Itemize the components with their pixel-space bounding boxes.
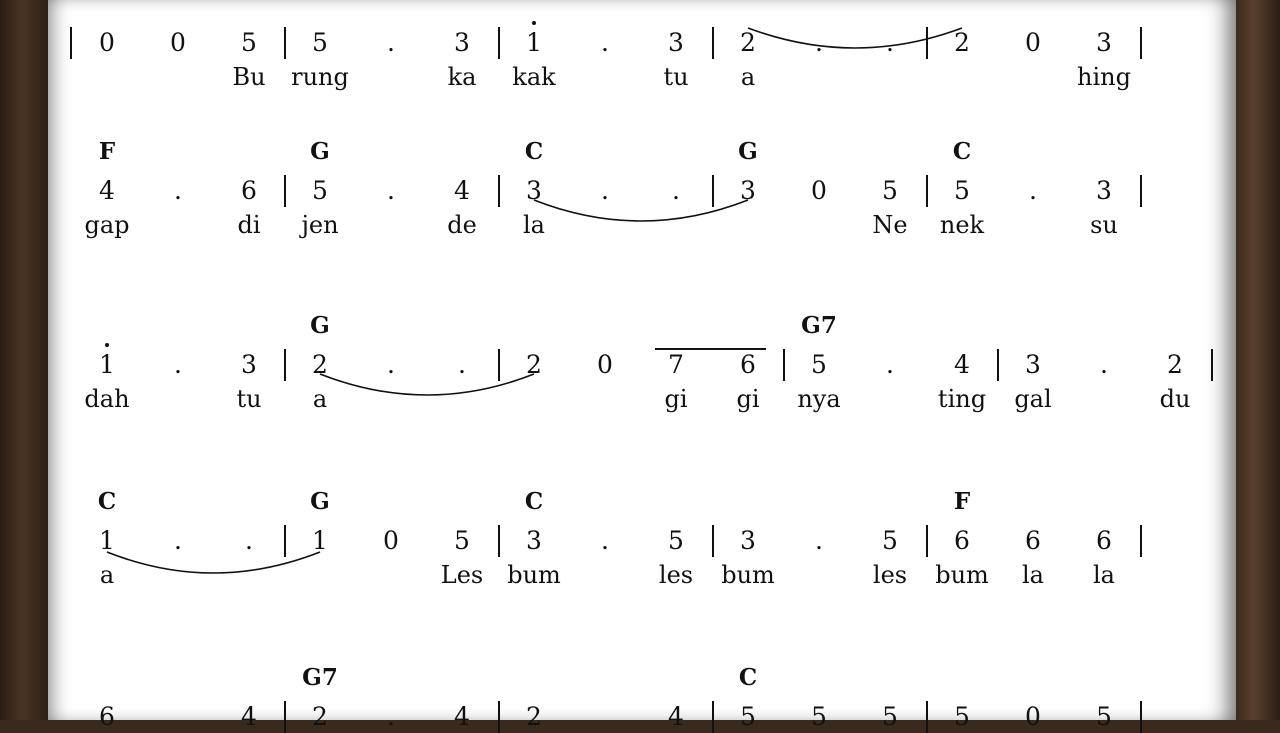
note-number: 6: [1096, 526, 1112, 555]
note-number: 5: [882, 526, 898, 555]
barline: [284, 701, 286, 733]
note-dot: .: [815, 526, 823, 555]
note-number: 6: [740, 350, 756, 379]
lyric-syllable: gi: [664, 385, 688, 413]
lyric-syllable: la: [523, 211, 545, 239]
note-number: 0: [1025, 702, 1041, 731]
note-number: 3: [1096, 176, 1112, 205]
lyric-syllable: nek: [939, 211, 985, 239]
lyric-syllable: la: [1022, 561, 1044, 589]
note-number: 5: [811, 702, 827, 731]
barline: [284, 349, 286, 381]
note-number: 0: [383, 526, 399, 555]
note-number: 3: [1025, 350, 1041, 379]
chord-symbol: G7: [302, 664, 338, 691]
barline: [926, 701, 928, 733]
note-number: 2: [740, 28, 756, 57]
note-dot: .: [174, 176, 182, 205]
chord-symbol: G: [310, 312, 330, 339]
note-number: 0: [811, 176, 827, 205]
note-number: 4: [454, 176, 470, 205]
chord-symbol: F: [953, 488, 971, 515]
note-number: 1: [312, 526, 328, 555]
note-number: 4: [241, 702, 257, 731]
note-number: 2: [312, 350, 328, 379]
barline: [284, 525, 286, 557]
barline: [284, 175, 286, 207]
note-number: 1: [99, 526, 115, 555]
note-number: 6: [954, 526, 970, 555]
lyric-syllable: nya: [797, 385, 841, 413]
note-dot: .: [886, 350, 894, 379]
barline: [498, 525, 500, 557]
picture-frame-right: [1236, 0, 1280, 720]
barline: [926, 27, 928, 59]
note-number: 5: [954, 702, 970, 731]
chord-symbol: G: [310, 488, 330, 515]
note-number: 4: [99, 176, 115, 205]
lyric-syllable: Ne: [872, 211, 908, 239]
note-number: 6: [99, 702, 115, 731]
note-number: 0: [1025, 28, 1041, 57]
lyric-syllable: tu: [663, 63, 689, 91]
note-number: 5: [454, 526, 470, 555]
note-number: 1: [514, 28, 554, 58]
note-number: 0: [99, 28, 115, 57]
note-number: 4: [668, 702, 684, 731]
note-dot: .: [1029, 176, 1037, 205]
note-number: 5: [241, 28, 257, 57]
note-number: 3: [1096, 28, 1112, 57]
chord-symbol: G: [738, 138, 758, 165]
note-number: 5: [312, 176, 328, 205]
lyric-syllable: bum: [935, 561, 989, 589]
chord-symbol: G7: [801, 312, 837, 339]
barline: [997, 349, 999, 381]
chord-symbol: C: [738, 664, 758, 691]
note-number: 5: [312, 28, 328, 57]
lyric-syllable: dah: [84, 385, 130, 413]
note-number: 2: [526, 350, 542, 379]
note-number: 5: [740, 702, 756, 731]
lyric-syllable: les: [658, 561, 694, 589]
lyric-syllable: Les: [440, 561, 484, 589]
sheet-music-page: [48, 0, 1236, 720]
lyric-syllable: les: [872, 561, 908, 589]
barline: [498, 349, 500, 381]
note-number: 1: [87, 350, 127, 380]
note-dot: .: [1100, 350, 1108, 379]
barline: [498, 175, 500, 207]
note-number: 4: [954, 350, 970, 379]
barline: [284, 27, 286, 59]
barline: [712, 525, 714, 557]
note-number: 3: [668, 28, 684, 57]
lyric-syllable: bum: [721, 561, 775, 589]
barline: [70, 27, 72, 59]
note-dot: .: [601, 176, 609, 205]
barline: [926, 175, 928, 207]
note-number: 3: [526, 526, 542, 555]
barline: [498, 27, 500, 59]
lyric-syllable: Bu: [232, 63, 266, 91]
note-dot: .: [387, 28, 395, 57]
chord-symbol: C: [524, 138, 544, 165]
barline: [1140, 175, 1142, 207]
barline: [926, 525, 928, 557]
note-number: 6: [1025, 526, 1041, 555]
lyric-syllable: la: [1093, 561, 1115, 589]
lyric-syllable: ka: [447, 63, 477, 91]
barline: [783, 349, 785, 381]
note-dot: .: [672, 176, 680, 205]
lyric-syllable: de: [447, 211, 477, 239]
note-number: 7: [668, 350, 684, 379]
note-number: 5: [668, 526, 684, 555]
note-number: 3: [740, 176, 756, 205]
chord-symbol: C: [97, 488, 117, 515]
barline: [712, 175, 714, 207]
lyric-syllable: hing: [1077, 63, 1131, 91]
barline: [1140, 525, 1142, 557]
note-number: 2: [312, 702, 328, 731]
lyric-syllable: su: [1090, 211, 1118, 239]
note-number: 2: [1167, 350, 1183, 379]
note-dot: .: [601, 28, 609, 57]
note-number: 3: [241, 350, 257, 379]
picture-frame-left: [0, 0, 48, 720]
note-dot: .: [458, 350, 466, 379]
note-number: 0: [170, 28, 186, 57]
chord-symbol: F: [98, 138, 116, 165]
note-number: 5: [811, 350, 827, 379]
note-number: 2: [954, 28, 970, 57]
note-dot: .: [174, 350, 182, 379]
note-number: 2: [526, 702, 542, 731]
note-dot: .: [174, 526, 182, 555]
note-dot: .: [245, 526, 253, 555]
lyric-syllable: tu: [236, 385, 262, 413]
lyric-syllable: du: [1159, 385, 1191, 413]
note-number: 3: [526, 176, 542, 205]
lyric-syllable: rung: [291, 63, 349, 91]
note-dot: .: [886, 28, 894, 57]
note-number: 4: [454, 702, 470, 731]
note-number: 0: [597, 350, 613, 379]
note-number: 5: [882, 702, 898, 731]
barline: [712, 27, 714, 59]
octave-dot: [105, 343, 109, 347]
note-number: 5: [954, 176, 970, 205]
lyric-syllable: a: [740, 63, 756, 91]
lyric-syllable: jen: [301, 211, 339, 239]
barline: [498, 701, 500, 733]
barline: [1211, 349, 1213, 381]
lyric-syllable: bum: [507, 561, 561, 589]
note-number: 3: [454, 28, 470, 57]
note-number: 5: [882, 176, 898, 205]
chord-symbol: G: [310, 138, 330, 165]
note-dot: .: [387, 702, 395, 731]
note-number: 3: [740, 526, 756, 555]
note-dot: .: [815, 28, 823, 57]
lyric-syllable: kak: [512, 63, 556, 91]
chord-symbol: C: [952, 138, 972, 165]
octave-dot: [532, 21, 536, 25]
note-number: 5: [1096, 702, 1112, 731]
lyric-syllable: gap: [84, 211, 130, 239]
barline: [1140, 27, 1142, 59]
lyric-syllable: ting: [937, 385, 987, 413]
barline: [712, 701, 714, 733]
lyric-syllable: a: [99, 561, 115, 589]
note-dot: .: [601, 526, 609, 555]
barline: [1140, 701, 1142, 733]
note-dot: .: [387, 176, 395, 205]
lyric-syllable: gi: [736, 385, 760, 413]
note-dot: .: [387, 350, 395, 379]
lyric-syllable: di: [237, 211, 261, 239]
note-number: 6: [241, 176, 257, 205]
lyric-syllable: a: [312, 385, 328, 413]
chord-symbol: C: [524, 488, 544, 515]
lyric-syllable: gal: [1014, 385, 1052, 413]
